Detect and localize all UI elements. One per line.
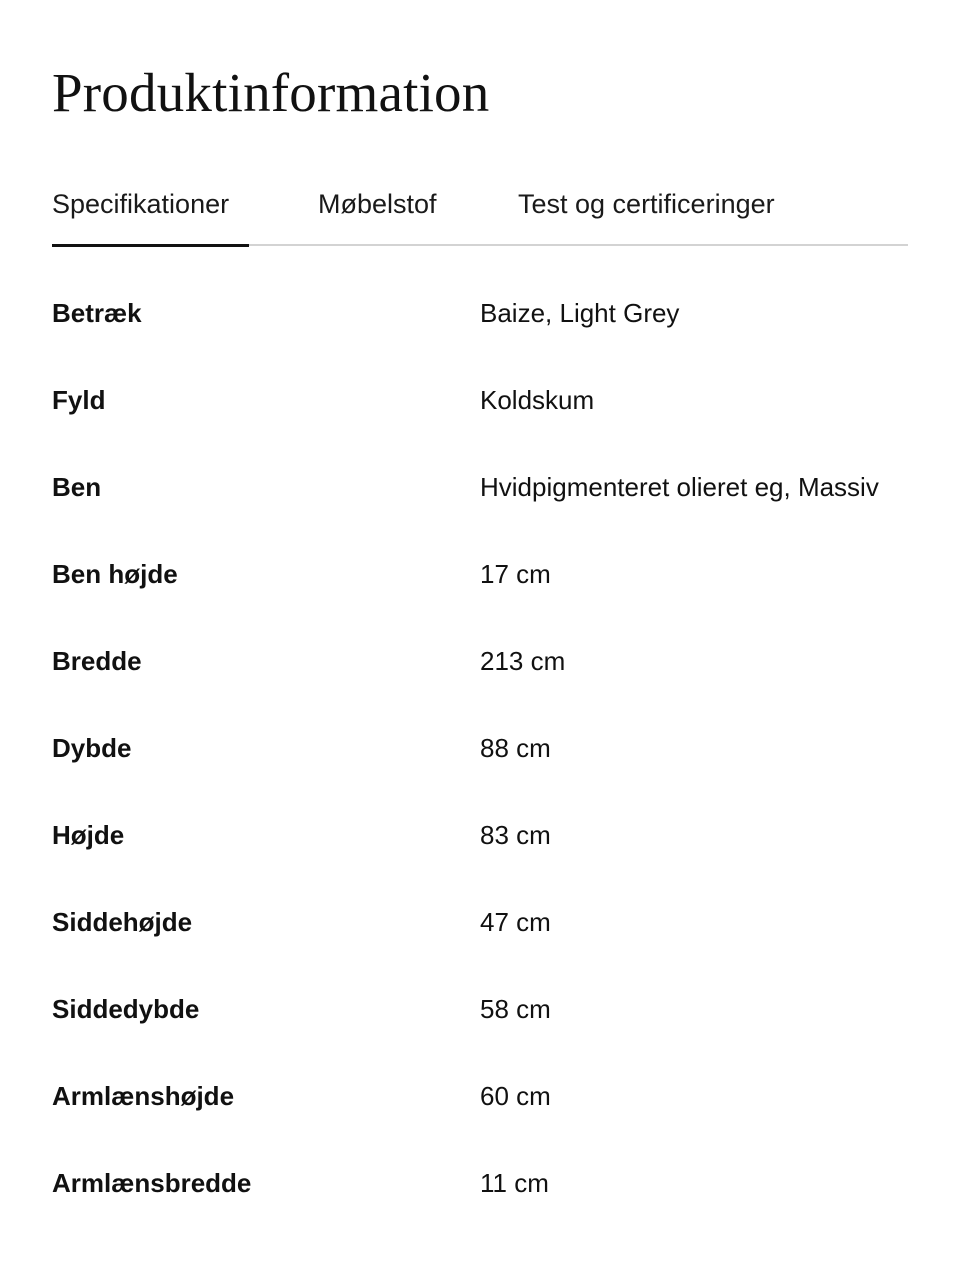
specifications-table xyxy=(52,296,908,1253)
spec-row-fyld xyxy=(52,383,908,418)
spec-label: Betræk xyxy=(52,298,142,328)
spec-value: 88 cm xyxy=(480,733,551,763)
spec-row-armlaensbredde xyxy=(52,1166,908,1201)
spec-label: Armlænshøjde xyxy=(52,1081,235,1111)
spec-label: Bredde xyxy=(52,646,142,676)
spec-label: Siddehøjde xyxy=(52,907,193,937)
spec-value: 47 cm xyxy=(480,907,551,937)
spec-row-siddedybde xyxy=(52,992,908,1027)
tab-specifikationer[interactable]: Specifikationer xyxy=(52,184,229,224)
spec-value: 58 cm xyxy=(480,994,551,1024)
spec-label: Siddedybde xyxy=(52,994,200,1024)
spec-label: Højde xyxy=(52,820,125,850)
spec-label: Armlænsbredde xyxy=(52,1168,252,1198)
spec-label: Dybde xyxy=(52,733,132,763)
spec-label: Ben højde xyxy=(52,559,178,589)
spec-row-hojde xyxy=(52,818,908,853)
spec-value: Baize, Light Grey xyxy=(480,298,680,328)
product-info-tabs xyxy=(52,180,908,246)
spec-row-betraek xyxy=(52,296,908,331)
spec-value: 213 cm xyxy=(480,646,566,676)
spec-row-ben-hojde xyxy=(52,557,908,592)
spec-label: Ben xyxy=(52,472,102,502)
spec-row-dybde xyxy=(52,731,908,766)
spec-value: 17 cm xyxy=(480,559,551,589)
spec-row-ben xyxy=(52,470,908,505)
spec-value: Koldskum xyxy=(480,385,595,415)
tab-mobelstof[interactable]: Møbelstof xyxy=(318,189,437,219)
tab-test-og-certificeringer[interactable]: Test og certificeringer xyxy=(518,189,775,219)
spec-value: 83 cm xyxy=(480,820,551,850)
spec-value: 60 cm xyxy=(480,1081,551,1111)
spec-label: Fyld xyxy=(52,385,106,415)
spec-row-bredde xyxy=(52,644,908,679)
spec-value: 11 cm xyxy=(480,1168,549,1198)
spec-value: Hvidpigmenteret olieret eg, Massiv xyxy=(480,472,879,502)
spec-row-armlaenshojde xyxy=(52,1079,908,1114)
spec-row-siddehojde xyxy=(52,905,908,940)
page-title: Produktinformation xyxy=(52,62,490,123)
